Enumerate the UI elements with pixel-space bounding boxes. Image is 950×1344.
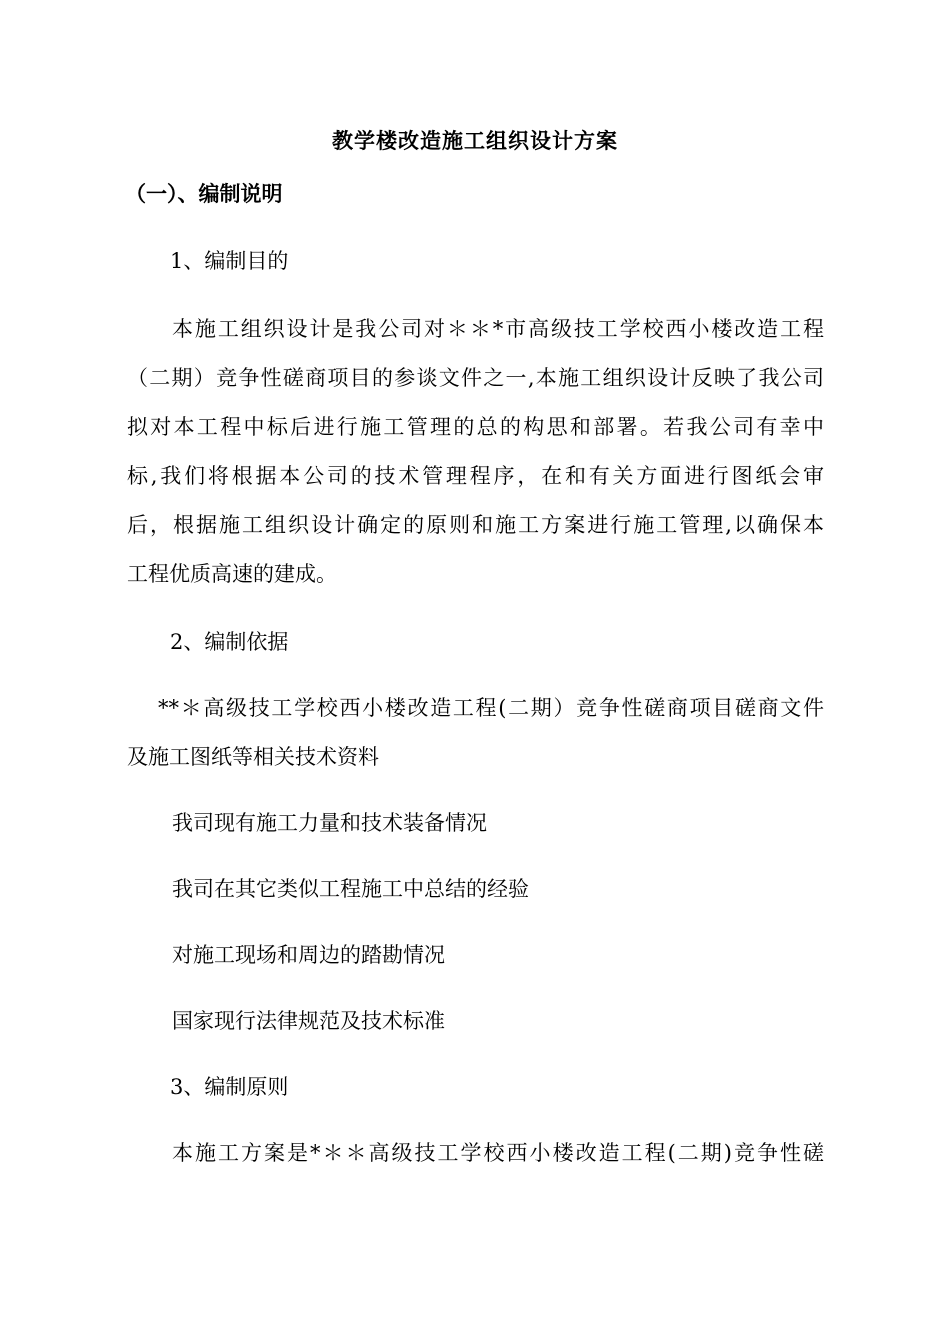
basis-item: 我司现有施工力量和技术装备情况 <box>172 811 487 835</box>
paragraph-line: 本施工方案是*＊＊高级技工学校西小楼改造工程(二期)竞争性磋 <box>172 1141 824 1165</box>
paragraph-line: 本施工组织设计是我公司对＊＊*市高级技工学校西小楼改造工程 <box>172 317 824 341</box>
paragraph-line: 后，根据施工组织设计确定的原则和施工方案进行施工管理,以确保本 <box>127 513 824 537</box>
basis-item-line: **＊高级技工学校西小楼改造工程(二期）竞争性磋商项目磋商文件 <box>158 696 824 720</box>
paragraph-line: 拟对本工程中标后进行施工管理的总的构思和部署。若我公司有幸中 <box>127 415 824 439</box>
subheading-basis: 2、编制依据 <box>170 630 289 654</box>
basis-item: 我司在其它类似工程施工中总结的经验 <box>172 877 529 901</box>
paragraph-line: （二期）竞争性磋商项目的参谈文件之一,本施工组织设计反映了我公司 <box>127 366 824 390</box>
basis-item-line: 及施工图纸等相关技术资料 <box>127 745 379 769</box>
section-heading: （一）、编制说明 <box>125 181 283 206</box>
document-title: 教学楼改造施工组织设计方案 <box>332 128 618 153</box>
paragraph-line: 标,我们将根据本公司的技术管理程序，在和有关方面进行图纸会审 <box>127 464 824 488</box>
basis-item: 对施工现场和周边的踏勘情况 <box>172 943 445 967</box>
basis-item: 国家现行法律规范及技术标准 <box>172 1009 445 1033</box>
paragraph-line: 工程优质高速的建成。 <box>127 562 337 586</box>
subheading-principle: 3、编制原则 <box>170 1075 289 1099</box>
subheading-purpose: 1、编制目的 <box>170 249 289 273</box>
